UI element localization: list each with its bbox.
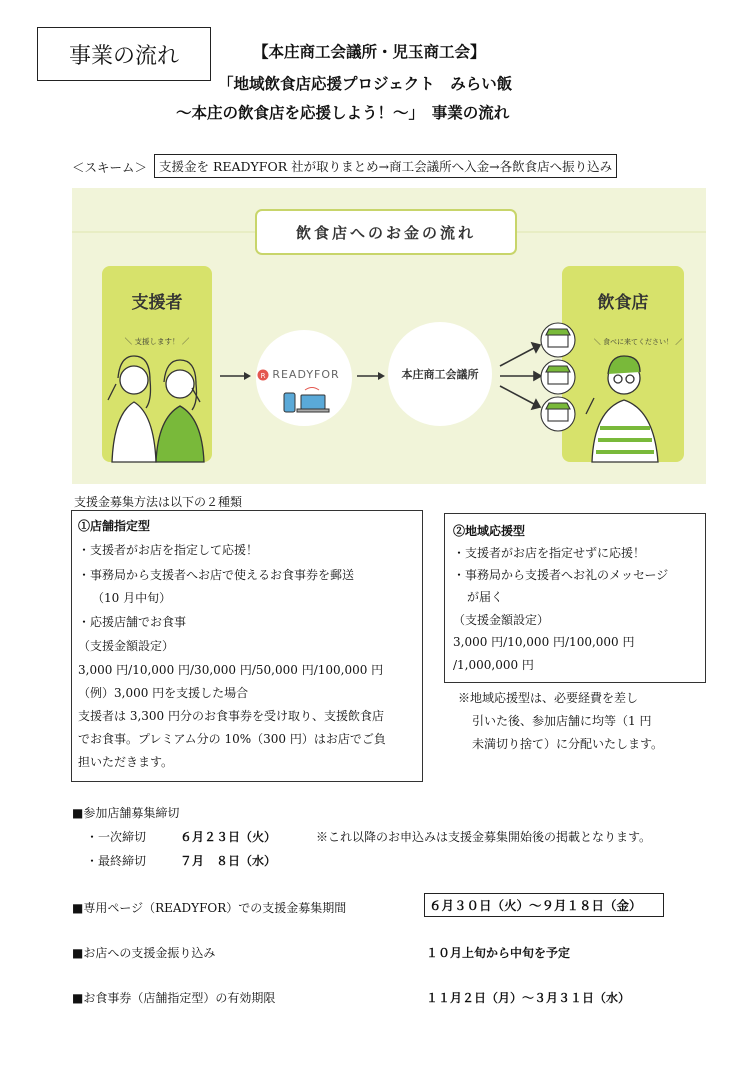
- transfer-label: ■お店への支援金振り込み: [72, 946, 216, 960]
- supporter-label: 支援者: [131, 293, 183, 313]
- store-type-box: [71, 510, 423, 782]
- first-deadline-label: ・一次締切: [86, 830, 147, 844]
- transfer-value: １０月上旬から中旬を予定: [426, 946, 571, 960]
- period-value-box: [424, 893, 664, 917]
- region-line: ・事務局から支援者へお礼のメッセージ: [453, 568, 669, 582]
- svg-text:R: R: [260, 372, 266, 380]
- store-type-title: ①店舗指定型: [78, 519, 151, 533]
- flow-arrow-1-head: [244, 372, 251, 380]
- chamber-label: 本庄商工会議所: [401, 368, 479, 381]
- money-flow-diagram: [72, 188, 706, 484]
- region-note-line: 引いた後、参加店舗に均等（1 円: [472, 714, 652, 728]
- region-line: ・支援者がお店を指定せずに応援！: [453, 546, 646, 560]
- region-type-title: ②地域応援型: [453, 524, 526, 538]
- title-line-1: 【本庄商工会議所・児玉商工会】: [253, 42, 486, 61]
- diagram-title: 飲食店へのお金の流れ: [295, 224, 477, 242]
- store-line: （10 月中旬）: [92, 591, 172, 605]
- title-line-2: 「地域飲食店応援プロジェクト みらい飯: [218, 74, 513, 93]
- methods-intro: 支援金募集方法は以下の２種類: [74, 495, 243, 509]
- validity-label: ■お食事券（店舗指定型）の有効期限: [72, 991, 276, 1005]
- region-note-line: ※地域応援型は、必要経費を差し: [458, 691, 639, 705]
- validity-value: １１月２日（月）～３月３１日（水）: [426, 991, 631, 1005]
- section-label: 事業の流れ: [68, 43, 179, 69]
- store-line: 3,000 円/10,000 円/30,000 円/50,000 円/100,000 円: [78, 663, 384, 677]
- region-line: /1,000,000 円: [453, 658, 534, 672]
- period-value: ６月３０日（火）～９月１８日（金）: [429, 898, 642, 913]
- restaurant-label: 飲食店: [597, 293, 649, 313]
- diagram-graphic: [72, 188, 706, 484]
- scheme-text: 支援金を READYFOR 社が取りまとめ→商工会議所へ入金→各飲食店へ振り込み: [154, 154, 617, 178]
- region-line: （支援金額設定）: [453, 613, 550, 627]
- supporter-speech: ＼ 支援します！ ／: [124, 337, 190, 346]
- section-label-box: [37, 27, 211, 81]
- restaurant-speech: ＼ 食べに来てください！ ／: [593, 338, 683, 346]
- readyfor-logo-icon: [258, 370, 269, 381]
- shop-icons: [541, 323, 575, 431]
- store-line: ・支援者がお店を指定して応援！: [78, 543, 259, 557]
- region-type-box: [444, 513, 706, 683]
- first-deadline-date: ６月２３日（火）: [180, 830, 277, 844]
- store-line: （支援金額設定）: [78, 639, 175, 653]
- period-label: ■専用ページ（READYFOR）での支援金募集期間: [72, 901, 347, 915]
- scheme-label: ＜スキーム＞: [72, 160, 148, 175]
- region-note-line: 未満切り捨て）に分配いたします。: [472, 737, 664, 751]
- readyfor-label: READYFOR: [272, 368, 340, 381]
- store-line: 担いただきます。: [78, 755, 174, 769]
- store-line: ・事務局から支援者へお店で使えるお食事券を郵送: [78, 568, 355, 582]
- store-line: 支援者は 3,300 円分のお食事券を受け取り、支援飲食店: [78, 709, 384, 723]
- flow-arrow-2-head: [378, 372, 385, 380]
- store-line: （例）3,000 円を支援した場合: [78, 686, 249, 700]
- first-deadline-note: ※これ以降のお申込みは支援金募集開始後の掲載となります。: [316, 830, 652, 844]
- flow-arrows-to-restaurants: [500, 343, 541, 409]
- store-line: でお食事。プレミアム分の 10%（300 円）はお店でご負: [78, 732, 386, 746]
- title-line-3: ～本庄の飲食店を応援しよう！～」 事業の流れ: [176, 103, 510, 122]
- deadlines-title: ■参加店舗募集締切: [72, 806, 180, 820]
- region-line: が届く: [467, 590, 504, 604]
- final-deadline-label: ・最終締切: [86, 854, 147, 868]
- final-deadline-date: ７月 ８日（水）: [180, 854, 277, 868]
- region-line: 3,000 円/10,000 円/100,000 円: [453, 635, 635, 649]
- store-line: ・応援店舗でお食事: [78, 615, 187, 629]
